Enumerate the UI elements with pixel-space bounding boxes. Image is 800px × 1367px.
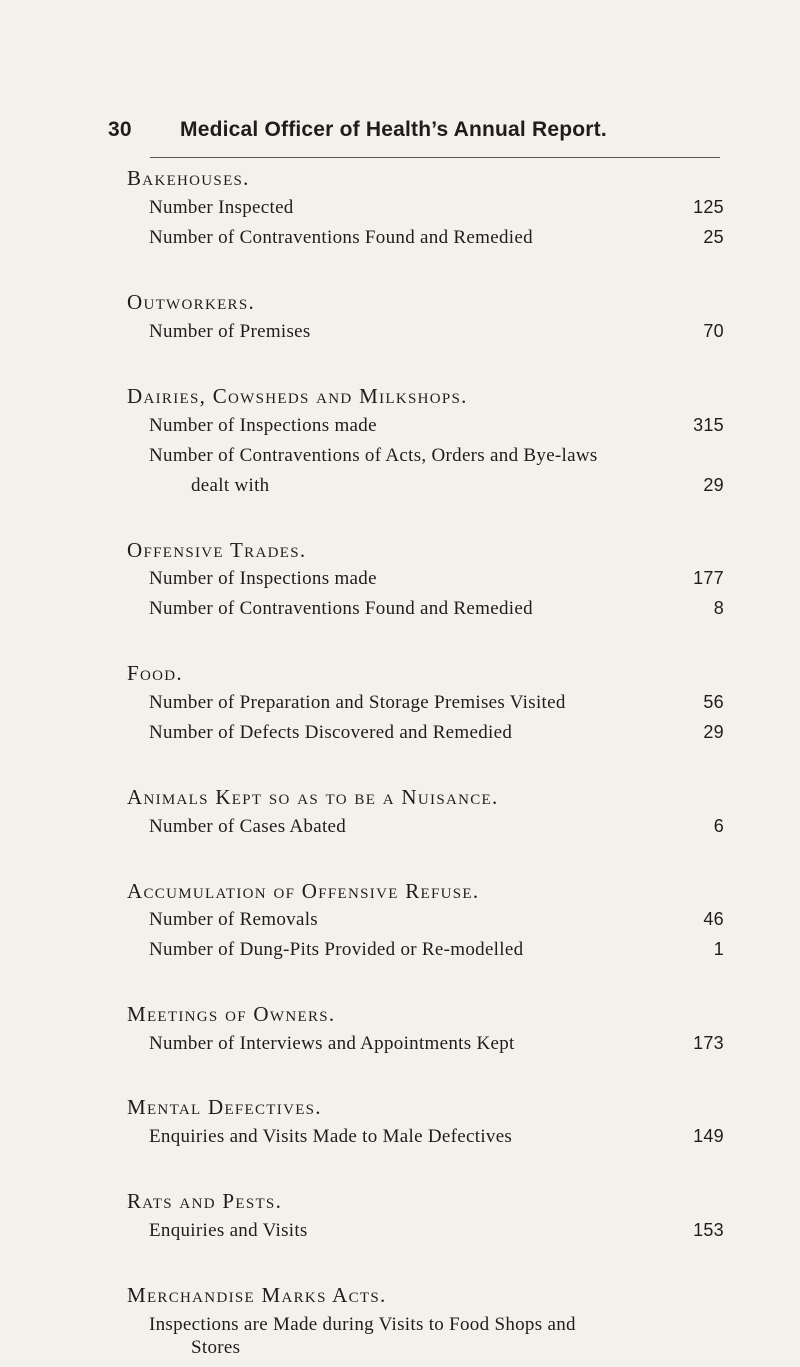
- section-title: Mental Defectives.: [127, 1095, 322, 1119]
- row-label: Number of Premises: [149, 321, 311, 342]
- row-label: Number Inspected: [149, 197, 294, 218]
- row-label: Enquiries and Visits Made to Male Defectives: [149, 1126, 513, 1147]
- section-title: Bakehouses.: [127, 166, 250, 190]
- report-row: [0, 1126, 800, 1156]
- row-label: Number of Cases Abated: [149, 816, 347, 837]
- report-row: [0, 692, 800, 722]
- row-label: Inspections are Made during Visits to Food Shops and: [149, 1314, 576, 1335]
- row-value: 6: [713, 816, 724, 836]
- report-row: [0, 1337, 800, 1367]
- row-value: 29: [703, 475, 724, 495]
- report-row: [0, 321, 800, 351]
- section-title: Meetings of Owners.: [127, 1002, 336, 1026]
- report-row: [0, 415, 800, 445]
- row-label: Number of Inspections made: [149, 415, 377, 436]
- row-value: 56: [703, 692, 724, 712]
- row-value: 153: [693, 1220, 724, 1240]
- report-row: [0, 1033, 800, 1063]
- row-value: 29: [703, 722, 724, 742]
- row-label: Number of Contraventions of Acts, Orders and Bye-laws: [149, 445, 598, 466]
- section-title: Rats and Pests.: [127, 1189, 283, 1213]
- report-row: [0, 816, 800, 846]
- row-value: 125: [693, 197, 724, 217]
- report-row: [0, 227, 800, 257]
- section-title: Offensive Trades.: [127, 538, 307, 562]
- row-value: 177: [693, 568, 724, 588]
- report-row: [0, 475, 800, 505]
- row-label: Number of Preparation and Storage Premises Visited: [149, 692, 566, 713]
- row-value: 1: [713, 939, 724, 959]
- report-row: [0, 445, 800, 475]
- row-value: 46: [703, 909, 724, 929]
- row-label: Number of Inspections made: [149, 568, 377, 589]
- report-row: [0, 568, 800, 598]
- section-title: Food.: [127, 661, 183, 685]
- section-title: Accumulation of Offensive Refuse.: [127, 879, 480, 903]
- report-row: [0, 909, 800, 939]
- report-row: [0, 1220, 800, 1250]
- row-label: Enquiries and Visits: [149, 1220, 308, 1241]
- page-header: [108, 118, 607, 142]
- row-label: Number of Interviews and Appointments Kept: [149, 1033, 515, 1054]
- section-title: Merchandise Marks Acts.: [127, 1283, 387, 1307]
- row-label: dealt with: [191, 475, 270, 496]
- report-row: [0, 197, 800, 227]
- section-title: Dairies, Cowsheds and Milkshops.: [127, 384, 468, 408]
- header-rule: [150, 157, 720, 158]
- row-label: Stores: [191, 1337, 241, 1358]
- row-value: 8: [713, 598, 724, 618]
- report-row: [0, 722, 800, 752]
- row-value: 149: [693, 1126, 724, 1146]
- row-value: 315: [693, 415, 724, 435]
- row-value: 25: [703, 227, 724, 247]
- report-row: [0, 598, 800, 628]
- row-value: 173: [693, 1033, 724, 1053]
- page-number: 30: [108, 118, 132, 141]
- report-row: [0, 939, 800, 969]
- row-label: Number of Dung-Pits Provided or Re-modelled: [149, 939, 524, 960]
- section-title: Animals Kept so as to be a Nuisance.: [127, 785, 499, 809]
- row-label: Number of Removals: [149, 909, 318, 930]
- row-label: Number of Defects Discovered and Remedied: [149, 722, 513, 743]
- section-title: Outworkers.: [127, 290, 256, 314]
- row-label: Number of Contraventions Found and Remedied: [149, 598, 533, 619]
- row-value: 70: [703, 321, 724, 341]
- row-label: Number of Contraventions Found and Remedied: [149, 227, 533, 248]
- report-title: Medical Officer of Health’s Annual Report.: [180, 118, 607, 141]
